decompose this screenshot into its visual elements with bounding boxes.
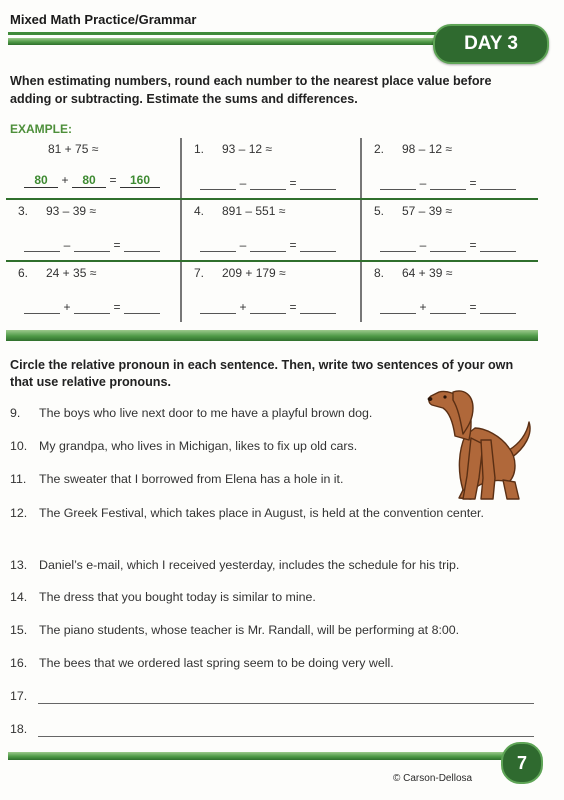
sentence-text[interactable]: Daniel’s e-mail, which I received yesterday, includes the schedule for his trip. [39, 558, 460, 572]
answer-blanks [380, 176, 516, 190]
grammar-instructions-1: Circle the relative pronoun in each sentence. Then, write two sentences of your own [10, 358, 514, 372]
problem-expression: 93 – 39 ≈ [46, 204, 96, 218]
equals-sign: = [289, 300, 297, 314]
sentence-number: 14. [10, 590, 28, 604]
answer-blank[interactable] [430, 240, 466, 252]
grammar-instructions-2: that use relative pronouns. [10, 375, 171, 389]
answer-blank[interactable] [124, 302, 160, 314]
problem-number: 6. [18, 266, 29, 280]
problem-expression: 209 + 179 ≈ [222, 266, 286, 280]
operator: – [239, 176, 247, 190]
answer-blank[interactable] [300, 240, 336, 252]
sentence-text[interactable]: The piano students, whose teacher is Mr. Randall, will be performing at 8:00. [39, 623, 460, 637]
problem-number: 2. [374, 142, 385, 156]
answer-blank[interactable] [200, 240, 236, 252]
equals-sign: = [469, 300, 477, 314]
operator: – [419, 238, 427, 252]
write-line-number: 18. [10, 722, 28, 736]
problem-number: 4. [194, 204, 205, 218]
write-line-number: 17. [10, 689, 28, 703]
write-line[interactable] [38, 736, 534, 737]
equals-sign: = [469, 176, 477, 190]
sentence-text[interactable]: The Greek Festival, which takes place in August, is held at the convention center. [39, 506, 484, 520]
answer-blank[interactable] [124, 240, 160, 252]
answer-blank[interactable] [200, 302, 236, 314]
answer-blank[interactable] [24, 302, 60, 314]
sentence-text[interactable]: The boys who live next door to me have a playful brown dog. [39, 406, 373, 420]
sentence-text[interactable]: The dress that you bought today is similar to mine. [39, 590, 316, 604]
problem-cell [6, 262, 180, 322]
problem-number: 8. [374, 266, 385, 280]
answer-blank[interactable] [480, 240, 516, 252]
problem-expression: 891 – 551 ≈ [222, 204, 286, 218]
problem-number: 3. [18, 204, 29, 218]
math-instructions-2: adding or subtracting. Estimate the sums and differences. [10, 92, 358, 106]
answer-blank[interactable] [200, 178, 236, 190]
answer-blanks [200, 176, 336, 190]
operator: – [419, 176, 427, 190]
equals-sign: = [469, 238, 477, 252]
header-rule [8, 32, 438, 35]
sentence-number: 10. [10, 439, 28, 453]
problem-expression: 57 – 39 ≈ [402, 204, 452, 218]
footer-band [8, 752, 506, 760]
problem-expression: 24 + 35 ≈ [46, 266, 97, 280]
problem-cell [182, 262, 360, 322]
math-instructions-1: When estimating numbers, round each number to the nearest place value before [10, 74, 492, 88]
write-line[interactable] [38, 703, 534, 704]
answer-blank[interactable] [380, 302, 416, 314]
problem-cell [6, 200, 180, 260]
answer-blanks [24, 238, 160, 252]
answer-blank[interactable] [250, 178, 286, 190]
answer-blank[interactable] [74, 302, 110, 314]
sentence-number: 16. [10, 656, 28, 670]
answer-blanks [200, 238, 336, 252]
problem-cell [362, 262, 538, 322]
sentence-number: 9. [10, 406, 21, 420]
day-tab: DAY 3 [433, 24, 549, 64]
answer-blanks [380, 238, 516, 252]
sentence-number: 12. [10, 506, 28, 520]
section-divider [6, 330, 538, 341]
header-title: Mixed Math Practice/Grammar [10, 12, 197, 27]
equals-sign: = [113, 300, 121, 314]
sentence-text[interactable]: The sweater that I borrowed from Elena has a hole in it. [39, 472, 344, 486]
math-problem-grid [6, 138, 538, 322]
answer-blanks [380, 300, 516, 314]
operator: + [61, 173, 69, 187]
answer-blank[interactable] [74, 240, 110, 252]
answer-blank[interactable] [430, 178, 466, 190]
example-rounded-1: 80 [24, 173, 58, 188]
answer-blank[interactable] [430, 302, 466, 314]
problem-number: 5. [374, 204, 385, 218]
example-cell [6, 138, 180, 198]
answer-blank[interactable] [24, 240, 60, 252]
equals-sign: = [289, 176, 297, 190]
sentence-text[interactable]: My grandpa, who lives in Michigan, likes to fix up old cars. [39, 439, 358, 453]
example-result: 160 [120, 173, 160, 188]
header-band [8, 38, 438, 45]
sentence-number: 11. [10, 472, 27, 486]
operator: + [239, 300, 247, 314]
operator: + [63, 300, 71, 314]
problem-expression: 93 – 12 ≈ [222, 142, 272, 156]
sentence-number: 15. [10, 623, 28, 637]
operator: – [63, 238, 71, 252]
equals-sign: = [109, 173, 117, 187]
equals-sign: = [289, 238, 297, 252]
problem-number: 1. [194, 142, 205, 156]
operator: – [239, 238, 247, 252]
answer-blank[interactable] [380, 240, 416, 252]
example-rounded-2: 80 [72, 173, 106, 188]
problem-expression: 98 – 12 ≈ [402, 142, 452, 156]
answer-blank[interactable] [250, 302, 286, 314]
problem-cell [182, 138, 360, 198]
problem-cell [182, 200, 360, 260]
answer-blank[interactable] [250, 240, 286, 252]
problem-cell [362, 138, 538, 198]
dog-illustration [425, 378, 541, 504]
answer-blank[interactable] [300, 302, 336, 314]
problem-cell [362, 200, 538, 260]
copyright-text: © Carson-Dellosa [393, 773, 473, 784]
sentence-number: 13. [10, 558, 28, 572]
answer-blank[interactable] [480, 302, 516, 314]
operator: + [419, 300, 427, 314]
answer-blank[interactable] [480, 178, 516, 190]
example-answer [24, 173, 160, 188]
equals-sign: = [113, 238, 121, 252]
answer-blanks [24, 300, 160, 314]
example-label: EXAMPLE: [10, 122, 73, 136]
answer-blank[interactable] [300, 178, 336, 190]
sentence-text[interactable]: The bees that we ordered last spring seem to be doing very well. [39, 656, 394, 670]
example-expression: 81 + 75 ≈ [48, 142, 99, 156]
problem-expression: 64 + 39 ≈ [402, 266, 453, 280]
page-number-badge: 7 [501, 742, 543, 784]
problem-number: 7. [194, 266, 205, 280]
answer-blank[interactable] [380, 178, 416, 190]
answer-blanks [200, 300, 336, 314]
